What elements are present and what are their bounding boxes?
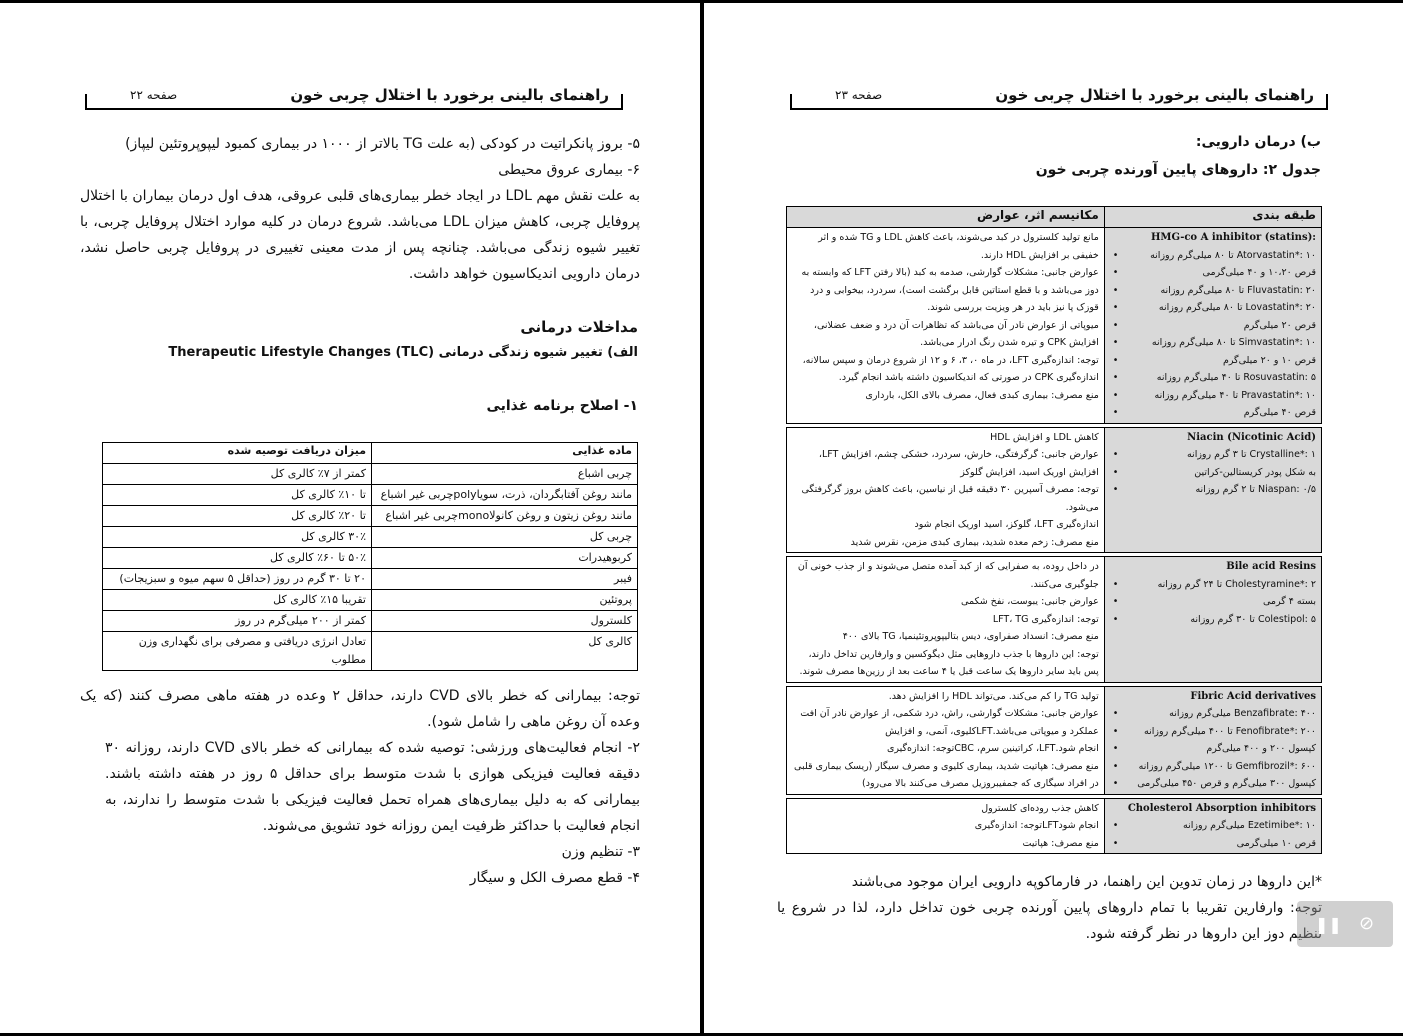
left-header	[85, 88, 623, 110]
mechanism-line: عوارض جانبی: یبوست، نفخ شکمی	[961, 596, 1099, 607]
drug-dose-line: • بسته ۴ گرمی	[1110, 593, 1316, 611]
drug-group-row	[787, 557, 1322, 683]
mechanism-line: توجه: مصرف آسپرین ۳۰ دقیقه قبل از نیاسین، باعث کاهش بروز گرگرفتگی می‌شود.	[801, 484, 1099, 513]
mechanism-cell	[787, 427, 1105, 553]
drug-dose-line: • کپسول ۳۰۰ میلی‌گرم و قرص ۴۵۰ میلی‌گرمی	[1110, 775, 1316, 793]
mechanism-line: کاهش LDL و افزایش HDL	[990, 431, 1099, 443]
item-6: ۶- بیماری عروق محیطی	[498, 162, 640, 178]
drug-dose-line: • Fluvastatin: ۲۰ تا ۸۰ میلی‌گرم روزانه	[1110, 282, 1316, 300]
drug-dose-line: • Cholestyramine*: ۲ تا ۲۴ گرم روزانه	[1110, 576, 1316, 594]
drug-dose-line: • Crystalline*: ۱ تا ۳ گرم روزانه	[1110, 446, 1316, 464]
right-header-page-number: صفحه ۲۳	[835, 88, 883, 102]
food-cell: چربی اشباع	[372, 464, 638, 485]
left-header-page-number: صفحه ۲۲	[130, 88, 178, 102]
mechanism-line: عوارض جانبی: مشکلات گوارشی، راش، درد شکمی، از عوارض نادر آن افت عملکرد و میوپاتی می‌باشد.LFTکلیوی، آنمی، و افزایش	[800, 708, 1099, 737]
quit-item: ۴- قطع مصرف الکل و سیگار	[469, 870, 640, 886]
table-row	[103, 569, 638, 590]
mechanism-line: اندازه‌گیری LFT، گلوکز، اسید اوریک انجام شود	[914, 519, 1099, 530]
drug-dose-line: • Atorvastatin*: ۱۰ تا ۸۰ میلی‌گرم روزانه	[1110, 247, 1316, 265]
intake-cell: تا ۱۰٪ کالری کل	[103, 485, 372, 506]
food-cell: مانند روغن زیتون و روغن کانولاmonoچربی غیر اشباع	[372, 506, 638, 527]
mechanism-cell	[787, 557, 1105, 683]
nutrition-table	[102, 442, 638, 671]
table-row	[103, 632, 638, 671]
table-row	[103, 611, 638, 632]
intake-cell: ۳۰٪ کالری کل	[103, 527, 372, 548]
drug-group-name: HMG-co A inhibitor (statins):	[1150, 232, 1316, 243]
table-row	[103, 548, 638, 569]
mechanism-line: منع مصرف: زخم معده شدید، بیماری کبدی مزمن، نقرس شدید	[850, 536, 1099, 548]
fish-note: توجه: بیمارانی که خطر بالای CVD دارند، حداقل ۲ وعده در هفته ماهی مصرف کنند (که یک وعده آن روغن ماهی را شامل شود).	[80, 688, 641, 730]
drug-class-cell	[1104, 686, 1321, 794]
mechanism-line: توجه: اندازه‌گیری LFT، در ماه ۰، ۳، ۶ و ۱۲ از شروع درمان و سپس سالانه، اندازه‌گیری CPK در صورتی که اندیکاسیون داشته باشد انجام گیرد.	[802, 354, 1099, 383]
mechanism-line: مانع تولید کلسترول در کبد می‌شوند، باعث کاهش LDL و TG شده و اثر خفیفی بر افزایش HDL دارند.	[818, 232, 1099, 261]
drug-dose-line: • Lovastatin*: ۲۰ تا ۸۰ میلی‌گرم روزانه	[1110, 299, 1316, 317]
food-cell: مانند روغن آفتابگردان، ذرت، سویاpolyچربی غیر اشباع	[372, 485, 638, 506]
mechanism-line: تولید TG را کم می‌کند. می‌تواند HDL را افزایش دهد.	[888, 690, 1099, 702]
drug-dose-line: • Simvastatin*: ۱۰ تا ۸۰ میلی‌گرم روزانه	[1110, 334, 1316, 352]
section-title: مداخلات درمانی	[520, 318, 638, 336]
drug-dose-line: • Niaspan: ۰/۵ تا ۲ گرم روزانه	[1110, 481, 1316, 499]
right-header	[790, 88, 1328, 110]
col-header-intake: میزان دریافت توصیه شده	[103, 443, 372, 464]
drug-group-name: Fibric Acid derivatives	[1190, 690, 1316, 702]
mechanism-cell	[787, 686, 1105, 794]
exercise-item: ۲- انجام فعالیت‌های ورزشی: توصیه شده که بیمارانی که خطر بالای CVD دارند، روزانه ۳۰ دقیقه فعالیت فیزیکی هوازی با شدت متوسط برای حداقل ۵ روز در هفته داشته باشند. بیمارانی که به دلیل بیماری‌های همراه تحمل فعالیت فیزیکی با شدت متوسط را ندارند، به انجام فعالیت با حداکثر ظرفیت ایمن روزانه خود تشویق می‌شوند.	[105, 740, 640, 834]
mechanism-line: در داخل روده، به صفرایی که از کبد آمده متصل می‌شوند و از جذب خونی آن جلوگیری می‌کنند.	[797, 561, 1099, 590]
drug-dose-line: • Ezetimibe*: ۱۰ میلی‌گرم روزانه	[1110, 817, 1316, 835]
intro-paragraph: به علت نقش مهم LDL در ایجاد خطر بیماری‌های قلبی عروقی، هدف اول درمان بیماران با اختلال پروفایل چربی، کاهش میزان LDL می‌باشد. شروع درمان در کلیه موارد اختلال پروفایل چربی، با تغییر شیوه زندگی می‌باشد. چنانچه پس از مدت معینی تغییری در پروفایل چربی حاصل نشد، درمان دارویی اندیکاسیون خواهد داشت.	[80, 188, 640, 282]
intake-cell: ۲۰ تا ۳۰ گرم در روز (حداقل ۵ سهم میوه و سبزیجات)	[103, 569, 372, 590]
drug-dose-line: • کپسول ۲۰۰ و ۴۰۰ میلی‌گرم	[1110, 740, 1316, 758]
intake-cell: ۵۰٪ تا ۶۰٪ کالری کل	[103, 548, 372, 569]
page-spine	[700, 0, 704, 1036]
drug-dose-line: • قرص ۴۰ میلی‌گرم	[1110, 404, 1316, 422]
mechanism-cell	[787, 228, 1105, 424]
drug-dose-line: • Gemfibrozil*: ۶۰۰ تا ۱۲۰۰ میلی‌گرم روزانه	[1110, 758, 1316, 776]
mechanism-line: کاهش جذب روده‌ای کلسترول	[981, 802, 1099, 814]
intake-cell: تعادل انرژی دریافتی و مصرفی برای نگهداری وزن مطلوب	[103, 632, 372, 671]
left-page	[60, 0, 640, 1036]
drug-group-name: Bile acid Resins	[1226, 561, 1316, 572]
food-cell: پروتئین	[372, 590, 638, 611]
mechanism-line: توجه: اندازه‌گیری LFT، TG	[992, 613, 1099, 625]
food-cell: کربوهیدرات	[372, 548, 638, 569]
drug-dose-line: • به شکل پودر کریستالین-کراتین	[1110, 464, 1316, 482]
eye-off-icon[interactable]: ⊘	[1359, 913, 1375, 934]
right-page	[765, 0, 1345, 1036]
food-cell: کلسترول	[372, 611, 638, 632]
intake-cell: تقریبا ۱۵٪ کالری کل	[103, 590, 372, 611]
mechanism-line: عوارض جانبی: گرگرفتگی، خارش، سردرد، خشکی چشم، افزایش LFT، افزایش اوریک اسید، افزایش گلوکز	[818, 449, 1099, 478]
table-row	[103, 527, 638, 548]
food-cell: فیبر	[372, 569, 638, 590]
drug-dose-line: • Benzafibrate: ۴۰۰ میلی‌گرم روزانه	[1110, 705, 1316, 723]
drug-dose-line: • Pravastatin*: ۱۰ تا ۴۰ میلی‌گرم روزانه	[1110, 387, 1316, 405]
intake-cell: کمتر از ۲۰۰ میلی‌گرم در روز	[103, 611, 372, 632]
warfarin-note: توجه: وارفارین تقریبا با تمام داروهای پایین آورنده چربی خون تداخل دارد، لذا در شروع یا تنظیم دوز این داروها در نظر گرفته شود.	[777, 900, 1322, 942]
drug-dose-line: • Rosuvastatin: ۵ تا ۴۰ میلی‌گرم روزانه	[1110, 369, 1316, 387]
drug-table-caption: جدول ۲: داروهای پایین آورنده چربی خون	[1035, 162, 1321, 178]
drug-table	[786, 206, 1322, 854]
drug-class-cell	[1104, 798, 1321, 854]
drug-class-cell	[1104, 557, 1321, 683]
intake-cell: کمتر از ۷٪ کالری کل	[103, 464, 372, 485]
drug-dose-line: • قرص ۱۰،۲۰ و ۴۰ میلی‌گرمی	[1110, 264, 1316, 282]
drug-dose-line: • قرص ۲۰ میلی‌گرم	[1110, 317, 1316, 335]
table-row	[103, 506, 638, 527]
mechanism-cell	[787, 798, 1105, 854]
drug-dose-line: • Colestipol: ۵ تا ۳۰ گرم روزانه	[1110, 611, 1316, 629]
mechanism-line: منع مصرف: بیماری کبدی فعال، مصرف بالای الکل، بارداری	[865, 389, 1099, 401]
mechanism-line: میوپاتی از عوارض نادر آن می‌باشد که تظاهرات آن درد و ضعف عضلانی، افزایش CPK و تیره شدن رنگ ادرار می‌باشد.	[813, 319, 1099, 348]
intake-cell: تا ۲۰٪ کالری کل	[103, 506, 372, 527]
diet-heading: ۱- اصلاح برنامه غذایی	[486, 398, 638, 414]
col-header-food: ماده غذایی	[372, 443, 638, 464]
food-cell: چربی کل	[372, 527, 638, 548]
availability-footnote: *این داروها در زمان تدوین این راهنما، در فارماکوپه دارویی ایران موجود می‌باشند	[851, 874, 1322, 890]
right-header-title: راهنمای بالینی برخورد با اختلال چربی خون	[995, 86, 1314, 104]
table-row	[103, 590, 638, 611]
table-row	[103, 464, 638, 485]
mechanism-line: عوارض جانبی: مشکلات گوارشی، صدمه به کبد (بالا رفتن LFT که وابسته به دوز می‌باشد و با قطع استاتین قابل برگشت است)، سردرد، بیخوابی و درد قوزک پا نیز باید در هر ویزیت بررسی شوند.	[801, 267, 1099, 313]
drug-group-row	[787, 228, 1322, 424]
weight-item: ۳- تنظیم وزن	[561, 844, 640, 860]
pause-icon[interactable]: ❚❚	[1315, 915, 1342, 934]
col-header-mechanism: مکانیسم اثر، عوارض	[787, 207, 1105, 228]
drug-group-row	[787, 798, 1322, 854]
mechanism-line: انجام شود.LFT، کراتینین سرم، CBCتوجه: اندازه‌گیری	[886, 743, 1099, 754]
item-5: ۵- بروز پانکراتیت در کودکی (به علت TG بالاتر از ۱۰۰۰ در بیماری کمبود لیپوپروتئین لیپاز)	[125, 136, 640, 152]
drug-class-cell	[1104, 228, 1321, 424]
drug-section-title: ب) درمان دارویی:	[1195, 134, 1321, 150]
overlay-controls[interactable]	[1297, 901, 1393, 947]
table-row	[103, 485, 638, 506]
mechanism-line: انجام شودLFTتوجه: اندازه‌گیری	[974, 820, 1099, 831]
col-header-class: طبقه بندی	[1104, 207, 1321, 228]
mechanism-line: منع مصرف: انسداد صفراوی، دیس بتالیپوپروتئینمیا، TG بالای ۴۰۰	[842, 631, 1099, 642]
drug-group-name: Niacin (Nicotinic Acid)	[1187, 431, 1316, 443]
drug-class-cell	[1104, 427, 1321, 553]
food-cell: کالری کل	[372, 632, 638, 671]
mechanism-line: توجه: این داروها با جذب داروهایی مثل دیگوکسین و وارفارین تداخل دارند، پس باید سایر داروها یک ساعت قبل یا ۴ ساعت بعد از رزین‌ها مصرف شوند.	[799, 648, 1099, 677]
drug-group-name: Cholesterol Absorption inhibitors	[1127, 802, 1316, 814]
drug-group-row	[787, 427, 1322, 553]
drug-dose-line: • قرص ۱۰ و ۲۰ میلی‌گرم	[1110, 352, 1316, 370]
subsection-title: الف) تغییر شیوه زندگی درمانی (TLC) Therapeutic Lifestyle Changes	[168, 345, 638, 360]
mechanism-line: منع مصرف: هپاتیت	[1022, 837, 1099, 849]
left-header-title: راهنمای بالینی برخورد با اختلال چربی خون	[290, 86, 609, 104]
drug-dose-line: • Fenofibrate*: ۲۰۰ تا ۴۰۰ میلی‌گرم روزانه	[1110, 723, 1316, 741]
mechanism-line: منع مصرف: هپاتیت شدید، بیماری کلیوی و مصرف سیگار (ریسک بیماری قلبی در افراد سیگاری که جمفیبروزیل مصرف می‌کنند بالا می‌رود)	[794, 760, 1099, 789]
drug-dose-line: • قرص ۱۰ میلی‌گرمی	[1110, 835, 1316, 853]
drug-group-row	[787, 686, 1322, 794]
